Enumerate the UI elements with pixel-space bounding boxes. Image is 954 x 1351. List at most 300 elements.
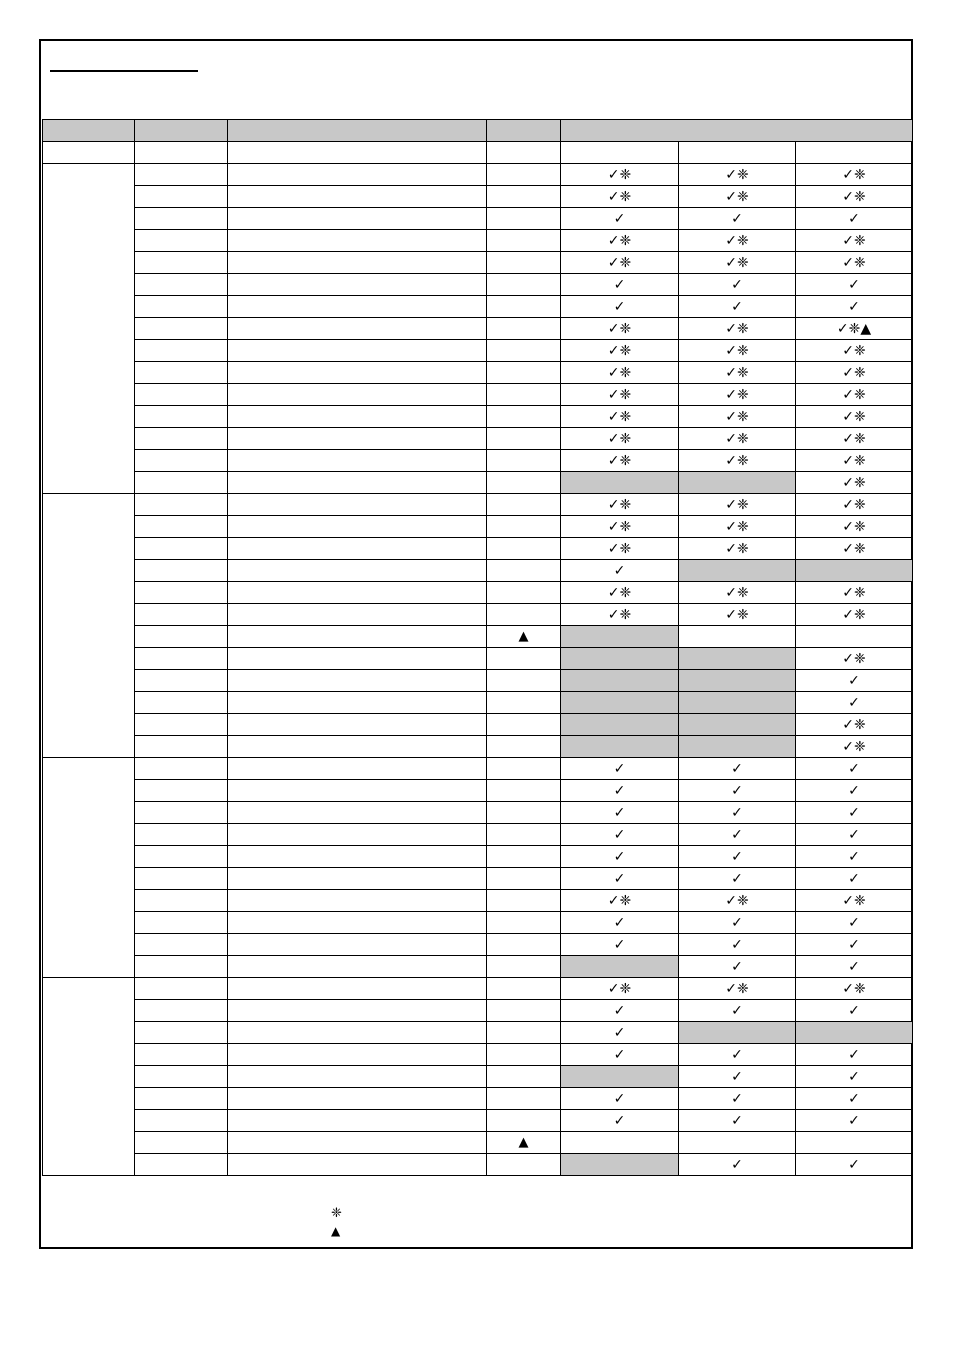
code-cell: [135, 802, 228, 824]
code-cell: [135, 274, 228, 296]
model-cell: [679, 296, 796, 318]
check-icon: ✓❈: [607, 496, 632, 513]
check-icon: ✓: [848, 936, 860, 953]
mark-cell: ▲: [487, 626, 561, 648]
check-icon: ✓: [848, 1112, 860, 1129]
check-icon: ✓❈: [607, 232, 632, 249]
check-icon: ✓❈: [725, 386, 749, 403]
table-row: [43, 868, 913, 890]
description-cell: [228, 384, 487, 406]
model-cell: [679, 538, 796, 560]
model-cell: [561, 428, 679, 450]
description-cell: [228, 230, 487, 252]
description-cell: [228, 274, 487, 296]
model-cell: [796, 208, 913, 230]
check-icon: ✓❈: [725, 606, 749, 623]
mark-cell: [487, 780, 561, 802]
model-cell: [561, 472, 679, 494]
code-cell: [135, 956, 228, 978]
model-cell: [561, 1088, 679, 1110]
table-header-row: [43, 120, 913, 142]
check-icon: ✓❈: [842, 892, 866, 909]
header-cell: [487, 120, 561, 142]
description-cell: [228, 868, 487, 890]
model-cell: [679, 1066, 796, 1088]
mark-cell: [487, 274, 561, 296]
check-icon: ✓❈: [725, 342, 749, 359]
check-icon: ✓❈: [725, 540, 749, 557]
mark-cell: [487, 736, 561, 758]
table-row: [43, 934, 913, 956]
table-row: [43, 758, 913, 780]
check-icon: ✓: [848, 958, 860, 975]
description-cell: [228, 956, 487, 978]
mark-cell: [487, 560, 561, 582]
code-cell: [135, 164, 228, 186]
check-icon: ✓: [848, 1156, 860, 1173]
check-icon: ✓: [848, 672, 860, 689]
model-cell: [561, 494, 679, 516]
model-cell: [561, 846, 679, 868]
mark-cell: [487, 384, 561, 406]
mark-cell: [487, 890, 561, 912]
model-cell: [561, 648, 679, 670]
check-icon: ✓: [613, 210, 626, 227]
table-row: [43, 956, 913, 978]
mark-cell: [487, 1088, 561, 1110]
mark-cell: [487, 230, 561, 252]
mark-cell: [487, 868, 561, 890]
check-icon: ✓❈: [725, 254, 749, 271]
code-cell: [135, 362, 228, 384]
check-icon: ✓: [848, 276, 860, 293]
code-cell: [135, 692, 228, 714]
model-cell: [561, 736, 679, 758]
table-row: [43, 1132, 913, 1154]
code-cell: [135, 1066, 228, 1088]
code-cell: [135, 472, 228, 494]
check-icon: ✓: [848, 1090, 860, 1107]
model-cell: [679, 1000, 796, 1022]
model-cell: [796, 868, 913, 890]
model-cell: [796, 934, 913, 956]
code-cell: [135, 846, 228, 868]
check-icon: ✓❈: [842, 364, 866, 381]
model-cell: [679, 934, 796, 956]
mark-cell: [487, 802, 561, 824]
model-cell: [561, 142, 679, 164]
check-icon: ✓❈: [607, 408, 632, 425]
check-icon: ✓❈: [725, 430, 749, 447]
code-cell: [135, 582, 228, 604]
mark-cell: [487, 692, 561, 714]
model-cell: [679, 670, 796, 692]
description-cell: [228, 582, 487, 604]
check-icon: ✓❈: [725, 188, 749, 205]
mark-cell: [487, 912, 561, 934]
description-cell: [228, 362, 487, 384]
check-icon: ✓: [613, 870, 626, 887]
model-cell: [679, 626, 796, 648]
model-cell: [796, 274, 913, 296]
check-icon: ✓: [731, 958, 743, 975]
code-cell: [135, 1154, 228, 1176]
check-icon: ✓: [613, 1112, 626, 1129]
mark-cell: [487, 296, 561, 318]
model-cell: [561, 780, 679, 802]
model-cell: [796, 714, 913, 736]
description-cell: [228, 318, 487, 340]
description-cell: [228, 208, 487, 230]
check-icon: ✓❈: [725, 452, 749, 469]
mark-cell: [487, 538, 561, 560]
model-cell: [561, 560, 679, 582]
code-cell: [135, 912, 228, 934]
check-icon: ✓❈: [842, 342, 866, 359]
description-cell: [228, 758, 487, 780]
check-icon: ✓❈: [607, 342, 632, 359]
model-cell: [679, 406, 796, 428]
check-icon: ✓❈: [842, 650, 866, 667]
check-icon: ✓❈: [607, 386, 632, 403]
model-cell: [796, 736, 913, 758]
code-cell: [135, 494, 228, 516]
check-icon: ✓: [613, 1046, 626, 1063]
check-icon: ✓❈: [842, 166, 866, 183]
check-icon: ✓❈: [725, 496, 749, 513]
model-cell: [561, 1154, 679, 1176]
check-icon: ✓: [613, 914, 626, 931]
check-icon: ✓: [731, 298, 743, 315]
model-cell: [561, 450, 679, 472]
check-icon: ✓❈: [842, 738, 866, 755]
table-row: [43, 142, 913, 164]
description-cell: [228, 736, 487, 758]
check-icon: ✓: [613, 782, 626, 799]
mark-cell: [487, 516, 561, 538]
model-cell: [796, 164, 913, 186]
mark-cell: [487, 670, 561, 692]
model-cell: [679, 846, 796, 868]
check-icon: ✓: [731, 1156, 743, 1173]
group-cell: [43, 164, 135, 494]
model-cell: [561, 692, 679, 714]
model-cell: [679, 604, 796, 626]
model-cell: [796, 758, 913, 780]
description-cell: [228, 1000, 487, 1022]
description-cell: [228, 142, 487, 164]
model-cell: [561, 296, 679, 318]
model-cell: [796, 384, 913, 406]
table-row: [43, 406, 913, 428]
model-cell: [679, 230, 796, 252]
code-cell: [135, 934, 228, 956]
model-cell: [796, 428, 913, 450]
mark-cell: [487, 318, 561, 340]
table-row: [43, 714, 913, 736]
description-cell: [228, 560, 487, 582]
mark-cell: [487, 824, 561, 846]
check-icon: ✓❈: [725, 232, 749, 249]
group-cell: [43, 758, 135, 978]
table-row: [43, 252, 913, 274]
check-icon: ✓: [848, 870, 860, 887]
model-cell: [561, 626, 679, 648]
check-icon: ✓❈: [725, 518, 749, 535]
model-cell: [561, 1044, 679, 1066]
check-icon: ✓❈: [725, 364, 749, 381]
code-cell: [135, 1088, 228, 1110]
check-icon: ✓: [731, 760, 743, 777]
description-cell: [228, 450, 487, 472]
model-cell: [796, 912, 913, 934]
header-cell-models: [561, 120, 913, 142]
model-cell: [679, 450, 796, 472]
title-underline: [50, 70, 198, 72]
model-cell: [561, 1110, 679, 1132]
check-icon: ✓: [731, 782, 743, 799]
table-row: [43, 560, 913, 582]
check-icon: ✓❈: [842, 496, 866, 513]
description-cell: [228, 802, 487, 824]
check-icon: ✓❈: [607, 518, 632, 535]
model-cell: [679, 362, 796, 384]
model-cell: [679, 648, 796, 670]
check-icon: ✓❈: [842, 716, 866, 733]
model-cell: [796, 362, 913, 384]
model-cell: [561, 252, 679, 274]
model-cell: [796, 780, 913, 802]
model-cell: [679, 384, 796, 406]
model-cell: [561, 1022, 679, 1044]
description-cell: [228, 1132, 487, 1154]
mark-cell: [487, 340, 561, 362]
check-icon: ✓: [848, 914, 860, 931]
model-cell: [561, 956, 679, 978]
footnotes: [42, 1202, 912, 1248]
model-cell: [796, 230, 913, 252]
model-cell: [561, 604, 679, 626]
description-cell: [228, 1110, 487, 1132]
mark-cell: [487, 758, 561, 780]
check-icon: ✓❈: [842, 518, 866, 535]
model-cell: [679, 736, 796, 758]
model-cell: [679, 714, 796, 736]
code-cell: [135, 604, 228, 626]
code-cell: [135, 142, 228, 164]
model-cell: [679, 142, 796, 164]
model-cell: [679, 252, 796, 274]
code-cell: [135, 428, 228, 450]
check-icon: ✓❈▲: [836, 320, 872, 337]
model-cell: [679, 868, 796, 890]
table-row: [43, 978, 913, 1000]
description-cell: [228, 428, 487, 450]
model-cell: [679, 428, 796, 450]
check-icon: ✓❈: [842, 584, 866, 601]
check-icon: ✓: [731, 936, 743, 953]
table-row: [43, 648, 913, 670]
table-row: [43, 450, 913, 472]
table-row: [43, 208, 913, 230]
model-cell: [561, 670, 679, 692]
model-cell: [561, 186, 679, 208]
model-cell: [796, 582, 913, 604]
code-cell: [135, 186, 228, 208]
model-cell: [796, 846, 913, 868]
check-icon: ✓❈: [725, 892, 749, 909]
description-cell: [228, 340, 487, 362]
model-cell: [561, 362, 679, 384]
mark-cell: [487, 208, 561, 230]
model-cell: [796, 648, 913, 670]
code-cell: [135, 978, 228, 1000]
model-cell: [561, 538, 679, 560]
check-icon: ✓❈: [607, 540, 632, 557]
code-cell: [135, 714, 228, 736]
code-cell: [135, 1044, 228, 1066]
check-icon: ✓❈: [607, 166, 632, 183]
group-cell: [43, 142, 135, 164]
check-icon: ✓: [848, 848, 860, 865]
mark-cell: [487, 1044, 561, 1066]
header-cell: [135, 120, 228, 142]
table-row: [43, 1110, 913, 1132]
model-cell: [679, 978, 796, 1000]
description-cell: [228, 604, 487, 626]
model-cell: [679, 758, 796, 780]
mark-cell: [487, 450, 561, 472]
table-row: [43, 1066, 913, 1088]
description-cell: [228, 824, 487, 846]
table-row: [43, 604, 913, 626]
model-cell: [796, 1154, 913, 1176]
description-cell: [228, 890, 487, 912]
check-icon: ✓: [848, 1068, 860, 1085]
asterisk-icon: ❈: [331, 1206, 342, 1221]
description-cell: [228, 626, 487, 648]
model-cell: [796, 472, 913, 494]
table-row: [43, 1154, 913, 1176]
check-icon: ✓: [613, 562, 626, 579]
model-cell: [679, 1132, 796, 1154]
model-cell: [679, 1110, 796, 1132]
table-row: [43, 230, 913, 252]
code-cell: [135, 626, 228, 648]
code-cell: [135, 538, 228, 560]
check-icon: ✓❈: [842, 254, 866, 271]
mark-cell: [487, 1066, 561, 1088]
mark-cell: [487, 1000, 561, 1022]
code-cell: [135, 450, 228, 472]
check-icon: ✓: [848, 760, 860, 777]
check-icon: ✓❈: [607, 980, 632, 997]
model-cell: [796, 802, 913, 824]
model-cell: [561, 824, 679, 846]
description-cell: [228, 670, 487, 692]
model-cell: [796, 1110, 913, 1132]
description-cell: [228, 846, 487, 868]
table-row: [43, 274, 913, 296]
model-cell: [796, 1132, 913, 1154]
description-cell: [228, 296, 487, 318]
mark-cell: [487, 252, 561, 274]
model-cell: [561, 340, 679, 362]
table-row: [43, 164, 913, 186]
description-cell: [228, 912, 487, 934]
check-icon: ✓❈: [607, 188, 632, 205]
model-cell: [561, 802, 679, 824]
model-cell: [679, 516, 796, 538]
mark-cell: [487, 648, 561, 670]
description-cell: [228, 714, 487, 736]
table-row: [43, 890, 913, 912]
table-row: [43, 780, 913, 802]
check-icon: ✓: [613, 1002, 626, 1019]
check-icon: ✓❈: [725, 584, 749, 601]
description-cell: [228, 1066, 487, 1088]
check-icon: ✓: [731, 914, 743, 931]
check-icon: ✓: [731, 826, 743, 843]
check-icon: ✓❈: [842, 430, 866, 447]
check-icon: ✓❈: [607, 892, 632, 909]
model-cell: [561, 208, 679, 230]
code-cell: [135, 736, 228, 758]
feature-table: [42, 119, 913, 1176]
model-cell: [796, 142, 913, 164]
check-icon: ✓: [731, 870, 743, 887]
mark-cell: [487, 142, 561, 164]
code-cell: [135, 824, 228, 846]
check-icon: ✓❈: [725, 980, 749, 997]
description-cell: [228, 934, 487, 956]
model-cell: [679, 582, 796, 604]
model-cell: [796, 956, 913, 978]
check-icon: ✓❈: [842, 408, 866, 425]
model-cell: [679, 1044, 796, 1066]
code-cell: [135, 670, 228, 692]
model-cell: [796, 252, 913, 274]
mark-cell: [487, 1154, 561, 1176]
check-icon: ✓❈: [607, 254, 632, 271]
code-cell: [135, 318, 228, 340]
check-icon: ✓: [731, 1046, 743, 1063]
model-cell: [561, 582, 679, 604]
table-row: [43, 802, 913, 824]
check-icon: ✓❈: [607, 364, 632, 381]
model-cell: [796, 1088, 913, 1110]
table-row: [43, 428, 913, 450]
mark-cell: [487, 186, 561, 208]
header-cell: [228, 120, 487, 142]
description-cell: [228, 164, 487, 186]
description-cell: [228, 1022, 487, 1044]
group-cell: [43, 978, 135, 1176]
model-cell: [679, 340, 796, 362]
check-icon: ✓❈: [842, 188, 866, 205]
model-cell: [679, 912, 796, 934]
table-row: [43, 516, 913, 538]
model-cell: [679, 560, 796, 582]
model-cell: [796, 1022, 913, 1044]
model-cell: [796, 890, 913, 912]
mark-cell: [487, 846, 561, 868]
table-row: [43, 1022, 913, 1044]
model-cell: [679, 186, 796, 208]
check-icon: ✓❈: [842, 232, 866, 249]
model-cell: [679, 1154, 796, 1176]
check-icon: ✓: [613, 276, 626, 293]
